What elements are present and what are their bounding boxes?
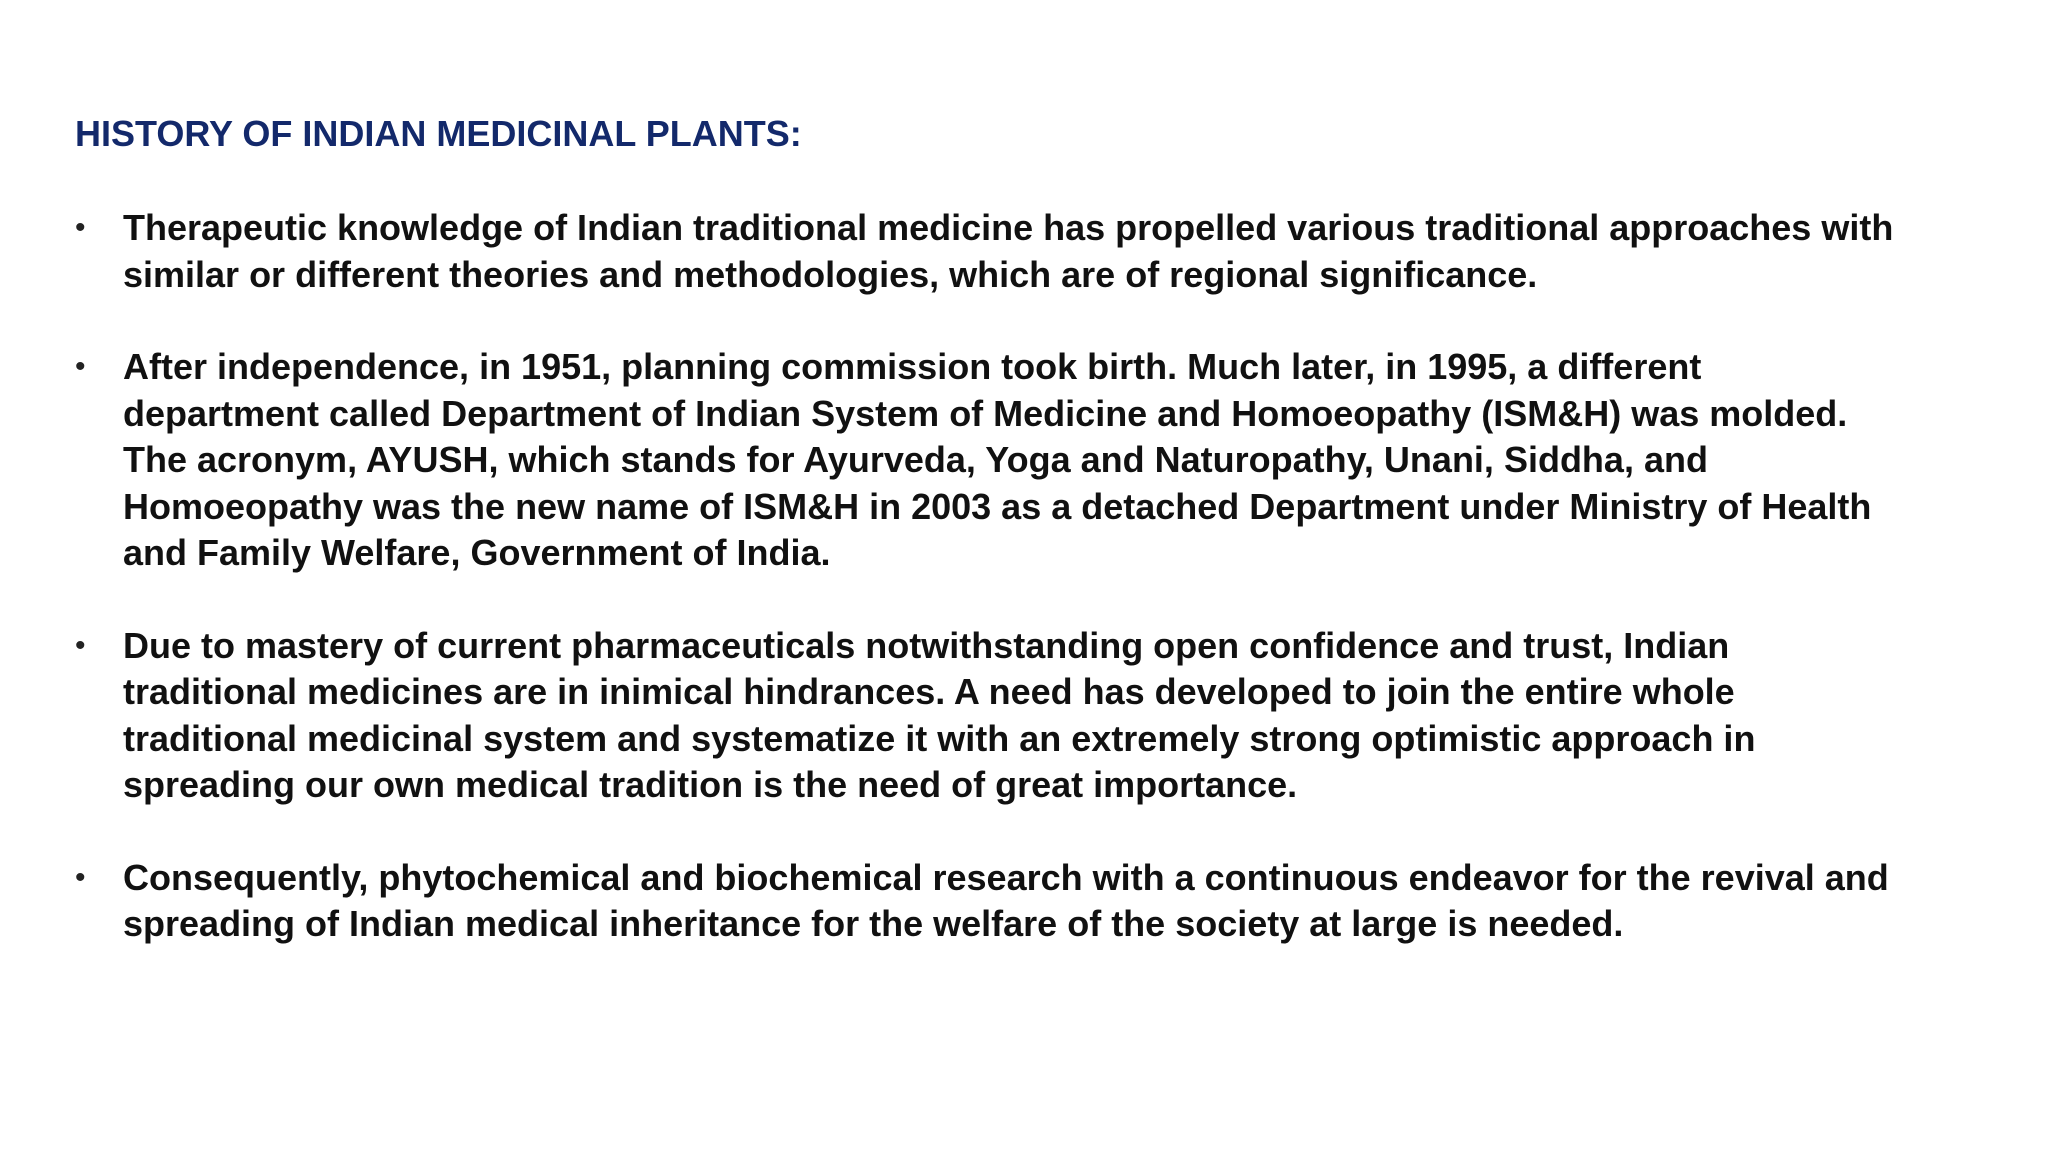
- bullet-text: Consequently, phytochemical and biochemical research with a continuous endeavor for the revival and spreading of Indian medical inheritance for the welfare of the society at large is needed.: [123, 856, 1889, 944]
- bullet-dot-icon: •: [75, 860, 86, 894]
- bullet-text: Therapeutic knowledge of Indian traditional medicine has propelled various traditional approaches with similar or different theories and methodologies, which are of regional significance.: [123, 207, 1894, 295]
- bullet-item: [75, 344, 1905, 577]
- bullet-item: [75, 855, 1905, 948]
- bullet-dot-icon: •: [75, 628, 86, 662]
- bullet-item: [75, 205, 1905, 298]
- bullet-dot-icon: •: [75, 211, 86, 244]
- bullet-dot-icon: •: [75, 350, 86, 383]
- slide-title: HISTORY OF INDIAN MEDICINAL PLANTS:: [75, 113, 802, 154]
- bullet-text: After independence, in 1951, planning commission took birth. Much later, in 1995, a different department called Department of Indian System of Medicine and Homoeopathy (ISM&H) was molded. The acronym, AYUSH, which stands for Ayurveda, Yoga and Naturopathy, Unani, Siddha, and Homoeopathy was the new name of ISM&H in 2003 as a detached Department under Ministry of Health and Family Welfare, Government of India.: [123, 346, 1872, 573]
- bullet-list: [75, 205, 1905, 994]
- bullet-item: [75, 623, 1905, 809]
- bullet-text: Due to mastery of current pharmaceuticals notwithstanding open confidence and trust, Indian traditional medicines are in inimical hindrances. A need has developed to join the entire whole traditional medicinal system and systematize it with an extremely strong optimistic approach in spreading our own medical tradition is the need of great importance.: [123, 624, 1756, 805]
